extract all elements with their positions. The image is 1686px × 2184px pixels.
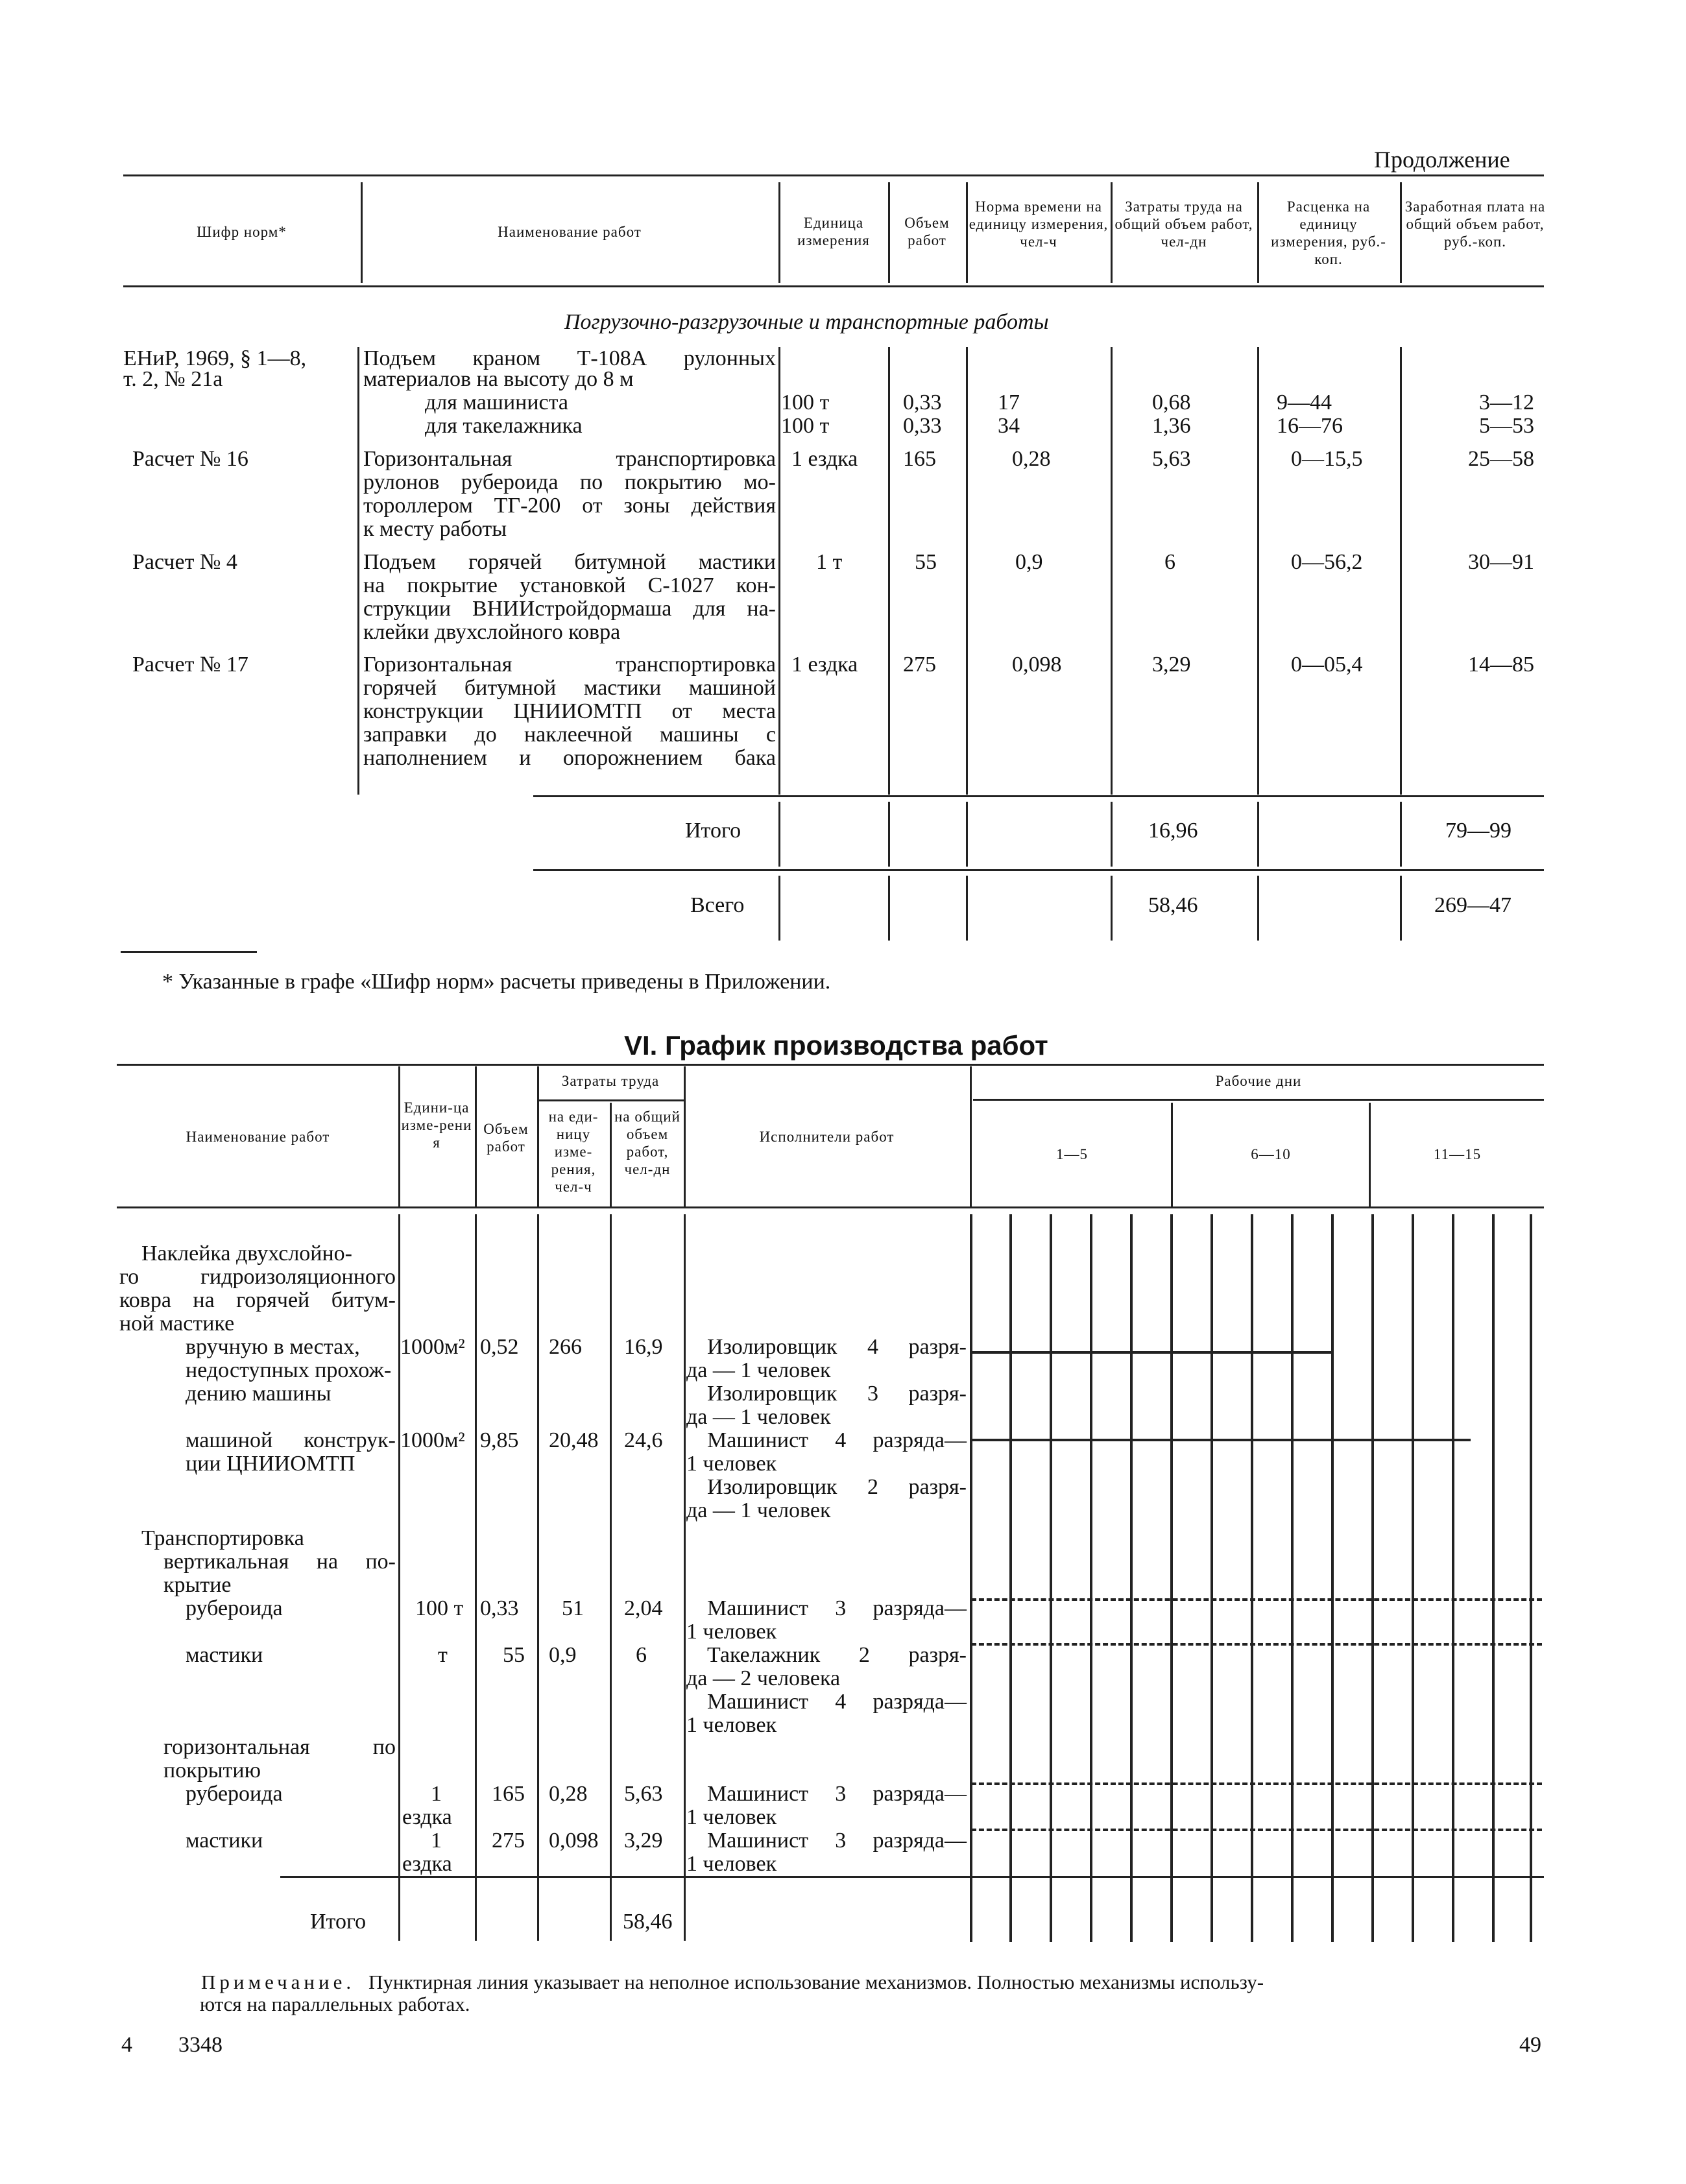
row1a-labor: 0,68 xyxy=(1152,390,1191,414)
h-ruberoid-unit-line1: 1 xyxy=(431,1782,442,1806)
v-mastic-volume: 55 xyxy=(503,1643,525,1667)
t2-days-11-15: 11—15 xyxy=(1433,1146,1482,1162)
row1b-rate: 16—76 xyxy=(1277,414,1343,438)
row2-wage: 25—58 xyxy=(1468,447,1534,471)
manual-name-line3: дению машины xyxy=(186,1382,331,1406)
row1b-labor: 1,36 xyxy=(1152,414,1191,438)
g1-line4: ной мастике xyxy=(119,1312,235,1336)
total-label: Всего xyxy=(690,893,745,917)
col-code-header: Шифр норм* xyxy=(197,224,287,240)
row2-rate: 0—15,5 xyxy=(1291,447,1363,471)
h-mastic-worker-line2: 1 человек xyxy=(686,1852,777,1876)
row3-unit: 1 т xyxy=(816,550,843,574)
col-volume-header: Объем работ xyxy=(904,215,950,248)
t2-days-6-10: 6—10 xyxy=(1251,1146,1291,1162)
manual-per-unit: 266 xyxy=(549,1335,582,1359)
row3-labor: 6 xyxy=(1164,550,1175,574)
v-ruberoid-worker-line2: 1 человек xyxy=(686,1620,777,1644)
row4-labor: 3,29 xyxy=(1152,653,1191,677)
h-ruberoid-unit-line2: ездка xyxy=(402,1805,452,1829)
g2-line1: Транспортировка xyxy=(141,1526,304,1550)
h-ruberoid-worker-line2: 1 человек xyxy=(686,1805,777,1829)
row4-volume: 275 xyxy=(903,653,936,677)
row1b-volume: 0,33 xyxy=(903,414,942,438)
machine-name-line2: ции ЦНИИОМТП xyxy=(186,1452,355,1476)
g2-line3: крытие xyxy=(163,1573,232,1597)
note-text-line2: ются на параллельных работах. xyxy=(200,1993,470,2015)
row4-name-line1: Горизонтальная транспортировка xyxy=(363,653,776,677)
row4-wage: 14—85 xyxy=(1468,653,1534,677)
section-title: Погрузочно-разгрузочные и транспортные работы xyxy=(564,310,1049,334)
h-mastic-unit-line1: 1 xyxy=(431,1829,442,1853)
v-mastic-worker1-line1: Такелажник 2 разря- xyxy=(707,1643,967,1667)
h-mastic-worker-line1: Машинист 3 разряда— xyxy=(707,1829,967,1853)
subtotal-wage: 79—99 xyxy=(1445,819,1511,843)
subtotal-labor: 16,96 xyxy=(1148,819,1198,843)
row1b-unit: 100 т xyxy=(781,414,830,438)
footnote: * Указанные в графе «Шифр норм» расчеты приведены в Приложении. xyxy=(162,970,831,994)
row1a-wage: 3—12 xyxy=(1479,390,1534,414)
g3-line2: покрытию xyxy=(163,1758,261,1782)
row2-norm: 0,28 xyxy=(1012,447,1051,471)
g2-line2: вертикальная на по- xyxy=(163,1550,396,1574)
row4-unit: 1 ездка xyxy=(791,653,858,677)
row1-name-line2: материалов на высоту до 8 м xyxy=(363,367,634,391)
col-wage-header: Заработная плата на общий объем работ, руб.-коп. xyxy=(1404,198,1546,250)
h-ruberoid-total: 5,63 xyxy=(624,1782,663,1806)
row2-labor: 5,63 xyxy=(1152,447,1191,471)
h-mastic-total: 3,29 xyxy=(624,1829,663,1853)
row4-name-line2: горячей битумной мастики машиной xyxy=(363,676,776,700)
row1a-rate: 9—44 xyxy=(1277,390,1332,414)
row1a-unit: 100 т xyxy=(781,390,830,414)
row2-unit: 1 ездка xyxy=(791,447,858,471)
g1-line1: Наклейка двухслойно- xyxy=(141,1242,352,1266)
h-ruberoid-worker-line1: Машинист 3 разряда— xyxy=(707,1782,967,1806)
h-ruberoid-name: рубероида xyxy=(186,1782,283,1806)
continuation-label: Продолжение xyxy=(1374,147,1510,173)
machine-worker1-line2: 1 человек xyxy=(686,1452,777,1476)
gantt-bar-v-ruberoid xyxy=(971,1598,1542,1601)
row1-name-line1: Подъем краном Т-108А рулонных xyxy=(363,346,776,370)
row3-volume: 55 xyxy=(915,550,937,574)
col-rate-header: Расценка на единицу измерения, руб.-коп. xyxy=(1271,198,1386,267)
manual-unit: 1000м² xyxy=(400,1335,465,1359)
total-labor: 58,46 xyxy=(1148,893,1198,917)
row3-name-line1: Подъем горячей битумной мастики xyxy=(363,550,776,574)
row2-name-line1: Горизонтальная транспортировка xyxy=(363,447,776,471)
subtotal-label: Итого xyxy=(685,819,741,843)
t2-workers-header: Исполнители работ xyxy=(759,1129,895,1145)
h-ruberoid-per-unit: 0,28 xyxy=(549,1782,588,1806)
machine-volume: 9,85 xyxy=(480,1428,519,1452)
row1a-name: для машиниста xyxy=(425,390,568,414)
t2-total-value: 58,46 xyxy=(623,1910,673,1934)
footer-left: 4 xyxy=(121,2033,132,2057)
v-ruberoid-name: рубероида xyxy=(186,1596,283,1620)
manual-worker2-line1: Изолировщик 3 разря- xyxy=(707,1382,967,1406)
row1-code-line1: ЕНиР, 1969, § 1—8, xyxy=(123,346,307,370)
footer-mid: 3348 xyxy=(178,2033,223,2057)
row3-name-line4: клейки двухслойного ковра xyxy=(363,620,621,644)
t2-total-header: на общий объем работ, чел-дн xyxy=(614,1109,680,1177)
col-unit-header: Единица измерения xyxy=(797,215,870,248)
total-wage: 269—47 xyxy=(1434,893,1511,917)
row3-name-line3: струкции ВНИИстройдормаша для на- xyxy=(363,597,776,621)
note-label: Примечание. xyxy=(201,1971,355,1993)
machine-unit: 1000м² xyxy=(400,1428,465,1452)
v-mastic-per-unit: 0,9 xyxy=(549,1643,577,1667)
row4-name-line3: конструкции ЦНИИОМТП от места xyxy=(363,699,776,723)
v-mastic-worker2-line1: Машинист 4 разряда— xyxy=(707,1690,967,1714)
gantt-bar-machine xyxy=(971,1439,1471,1441)
v-ruberoid-worker-line1: Машинист 3 разряда— xyxy=(707,1596,967,1620)
row3-rate: 0—56,2 xyxy=(1291,550,1363,574)
machine-worker1-line1: Машинист 4 разряда— xyxy=(707,1428,967,1452)
t2-col-unit-header: Едини-ца изме-рения xyxy=(401,1099,472,1151)
row1a-volume: 0,33 xyxy=(903,390,942,414)
v-mastic-worker2-line2: 1 человек xyxy=(686,1713,777,1737)
g1-line2: го гидроизоляционного xyxy=(119,1265,396,1289)
gantt-bar-h-ruberoid xyxy=(971,1782,1542,1785)
row1b-name: для такелажника xyxy=(425,414,583,438)
row2-volume: 165 xyxy=(903,447,936,471)
row2-name-line4: к месту работы xyxy=(363,517,507,541)
row4-code: Расчет № 17 xyxy=(132,653,248,677)
row3-wage: 30—91 xyxy=(1468,550,1534,574)
h-ruberoid-volume: 165 xyxy=(492,1782,525,1806)
gantt-bar-v-mastic xyxy=(971,1643,1542,1646)
v-mastic-name: мастики xyxy=(186,1643,263,1667)
machine-per-unit: 20,48 xyxy=(549,1428,599,1452)
row3-code: Расчет № 4 xyxy=(132,550,237,574)
manual-total: 16,9 xyxy=(624,1335,663,1359)
h-mastic-name: мастики xyxy=(186,1829,263,1853)
manual-name-line1: вручную в местах, xyxy=(186,1335,360,1359)
row3-name-line2: на покрытие установкой С-1027 кон- xyxy=(363,573,776,597)
col-norm-header: Норма времени на единицу измерения, чел-ч xyxy=(969,198,1109,250)
note-text-line1: Пунктирная линия указывает на неполное использование механизмов. Полностью механизмы использу- xyxy=(368,1971,1264,1993)
row4-name-line5: наполнением и опорожнением бака xyxy=(363,746,776,770)
row2-code: Расчет № 16 xyxy=(132,447,248,471)
v-ruberoid-total: 2,04 xyxy=(624,1596,663,1620)
h-mastic-per-unit: 0,098 xyxy=(549,1829,599,1853)
v-mastic-worker1-line2: да — 2 человека xyxy=(686,1666,841,1690)
h-mastic-volume: 275 xyxy=(492,1829,525,1853)
machine-worker2-line1: Изолировщик 2 разря- xyxy=(707,1475,967,1499)
gantt-bar-h-mastic xyxy=(971,1829,1542,1831)
page-number: 49 xyxy=(1519,2033,1541,2057)
row1b-norm: 34 xyxy=(998,414,1020,438)
h-mastic-unit-line2: ездка xyxy=(402,1852,452,1876)
manual-volume: 0,52 xyxy=(480,1335,519,1359)
v-mastic-total: 6 xyxy=(636,1643,647,1667)
g1-line3: ковра на горячей битум- xyxy=(119,1288,396,1312)
row2-name-line3: тороллером ТГ-200 от зоны действия xyxy=(363,494,776,518)
v-ruberoid-volume: 0,33 xyxy=(480,1596,519,1620)
manual-worker2-line2: да — 1 человек xyxy=(686,1405,831,1429)
machine-worker2-line2: да — 1 человек xyxy=(686,1498,831,1522)
manual-name-line2: недоступных прохож- xyxy=(186,1358,392,1382)
t2-labor-group-header: Затраты труда xyxy=(561,1073,660,1089)
row4-rate: 0—05,4 xyxy=(1291,653,1363,677)
row1b-wage: 5—53 xyxy=(1479,414,1534,438)
section-heading: VI. График производства работ xyxy=(624,1030,1048,1061)
row4-norm: 0,098 xyxy=(1012,653,1062,677)
row4-name-line4: заправки до наклеечной машины с xyxy=(363,723,776,747)
machine-name-line1: машиной конструк- xyxy=(186,1428,396,1452)
manual-worker1-line2: да — 1 человек xyxy=(686,1358,831,1382)
row1a-norm: 17 xyxy=(998,390,1020,414)
t2-per-unit-header: на еди-ницу изме-рения, чел-ч xyxy=(548,1109,599,1195)
col-name-header: Наименование работ xyxy=(498,224,642,240)
v-mastic-unit: т xyxy=(438,1643,448,1667)
t2-total-label: Итого xyxy=(310,1910,367,1934)
row2-name-line2: рулонов рубероида по покрытию мо- xyxy=(363,470,776,494)
t2-col-volume-header: Объем работ xyxy=(483,1121,529,1155)
machine-total: 24,6 xyxy=(624,1428,663,1452)
t2-col-name-header: Наименование работ xyxy=(186,1129,330,1145)
row3-norm: 0,9 xyxy=(1015,550,1043,574)
row1-code-line2: т. 2, № 21а xyxy=(123,367,223,391)
t2-days-1-5: 1—5 xyxy=(1056,1146,1088,1162)
gantt-bar-manual xyxy=(971,1351,1331,1354)
v-ruberoid-unit: 100 т xyxy=(415,1596,464,1620)
manual-worker1-line1: Изолировщик 4 разря- xyxy=(707,1335,967,1359)
t2-days-header: Рабочие дни xyxy=(1215,1073,1302,1089)
v-ruberoid-per-unit: 51 xyxy=(562,1596,584,1620)
col-labor-header: Затраты труда на общий объем работ, чел-дн xyxy=(1114,198,1253,250)
g3-line1: горизонтальная по xyxy=(163,1735,396,1759)
